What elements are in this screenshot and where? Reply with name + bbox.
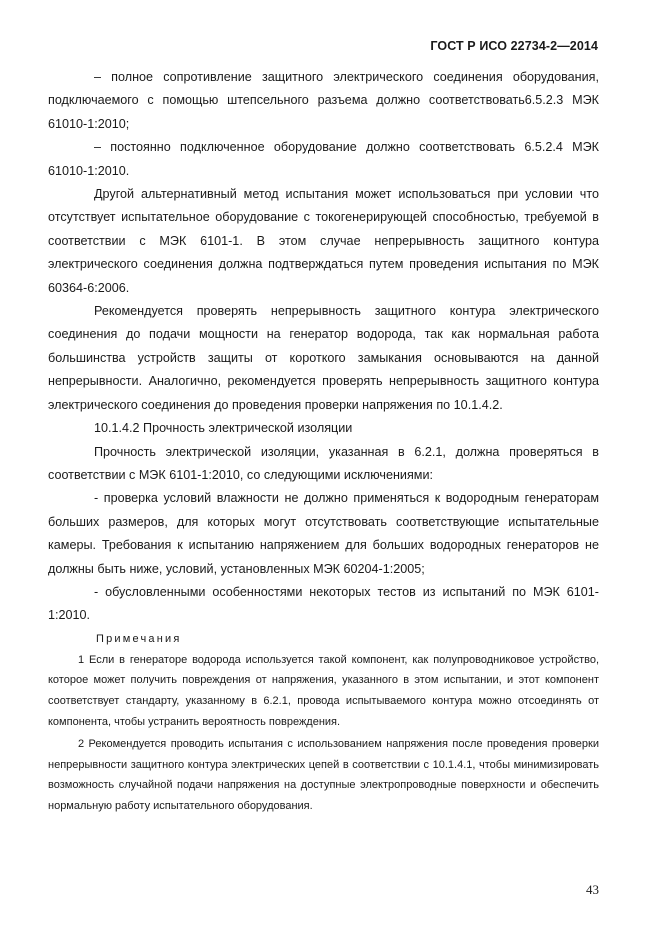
note-item: 2 Рекомендуется проводить испытания с использованием напряжения после проведения проверки непрерывности защитного контура электрических цепей в соответствии с 10.1.4.1, чтобы минимизировать возможность случайной подачи напряжения на доступные электропроводные поверхности и обеспечить нормальную работу испытательного оборудования.: [48, 738, 599, 812]
section-heading-insulation: 10.1.4.2 Прочность электрической изоляции: [94, 421, 353, 436]
document-header: ГОСТ Р ИСО 22734-2—2014: [430, 39, 598, 53]
paragraph-exception-tests: - обусловленными особенностями некоторых тестов из испытаний по МЭК 6101-1:2010.: [48, 584, 599, 623]
note-item: 1 Если в генераторе водорода используется такой компонент, как полупроводниковое устройство, которое может получить повреждения от напряжения, указанного в этом испытании, и этот компонент соответствует стандарту, указанному в 6.2.1, провода испытываемого контура можно отсоединять от компонента, чтобы устранить вероятность повреждения.: [48, 653, 599, 728]
paragraph-insulation-strength: Прочность электрической изоляции, указанная в 6.2.1, должна проверяться в соответствии с МЭК 6101-1:2010, со следующими исключениями:: [48, 444, 599, 482]
paragraph-permanent-equipment: – постоянно подключенное оборудование должно соответствовать 6.5.2.4 МЭК 61010-1:2010.: [48, 140, 599, 178]
notes-title: Примечания: [96, 632, 182, 645]
paragraph-alternative-method: Другой альтернативный метод испытания может использоваться при условии что отсутствует испытательное оборудование с токогенерирующей способностью, требуемой в соответствии с МЭК 6101-1. В этом случае непрерывность защитного контура электрического соединения должна подтверждаться путем проведения испытания по МЭК 60364-6:2006.: [48, 187, 599, 295]
page-number: 43: [586, 882, 599, 897]
main-content: [48, 66, 599, 817]
paragraph-continuity-recommendation: Рекомендуется проверять непрерывность защитного контура электрического соединения до подачи мощности на генератор водорода, так как нормальная работа большинства устройств защиты от короткого замыкания основываются на данной непрерывности. Аналогично, рекомендуется проверять непрерывность защитного контура электрического соединения до проведения проверки напряжения по 10.1.4.2.: [48, 304, 599, 412]
paragraph-exception-humidity: - проверка условий влажности не должно применяться к водородным генераторам больших размеров, для которых могут отсутствовать соответствующие испытательные камеры. Требования к испытанию напряжением для больших водородных генераторов не должны быть ниже, условий, установленных МЭК 60204-1:2005;: [48, 491, 599, 576]
paragraph-impedance-requirement: – полное сопротивление защитного электрического соединения оборудования, подключаемого с помощью штепсельного разъема должно соответствовать6.5.2.3 МЭК 61010-1:2010;: [48, 70, 599, 131]
